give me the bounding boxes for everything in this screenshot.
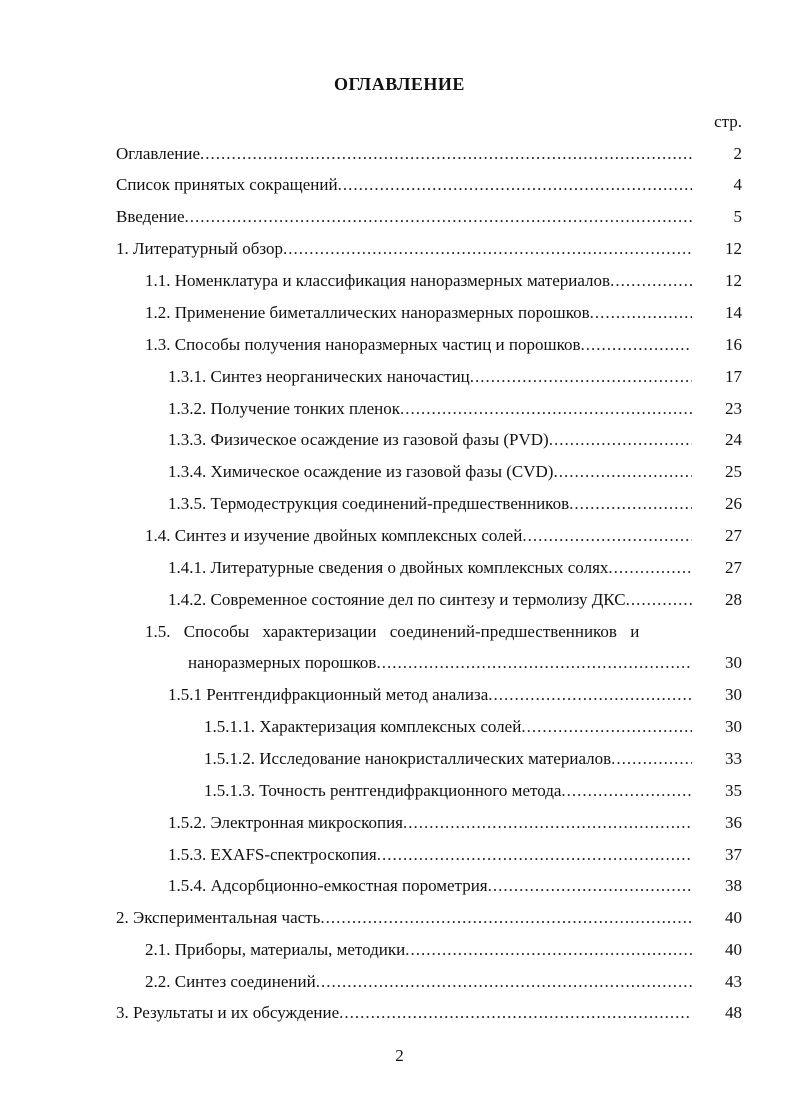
toc-entry-title: 1.4. Синтез и изучение двойных комплексных солей .....: [145, 525, 692, 547]
toc-entry-title: 1. Литературный обзор .....: [116, 238, 692, 260]
toc-entry[interactable]: [116, 238, 742, 260]
page-title: ОГЛАВЛЕНИЕ: [334, 74, 465, 94]
toc-entry-page: 40: [725, 908, 742, 927]
toc-entry-page: 12: [725, 239, 742, 258]
toc-entry-page: 48: [725, 1003, 742, 1022]
toc-entry[interactable]: [116, 1002, 742, 1024]
toc-entry[interactable]: [168, 684, 742, 706]
toc-entry-title: 1.3.3. Физическое осаждение из газовой фазы (PVD) .....: [168, 429, 692, 451]
toc-entry-title: 2.2. Синтез соединений .....: [145, 971, 692, 993]
toc-entry-title: 1.4.2. Современное состояние дел по синтезу и термолизу ДКС .....: [168, 589, 692, 611]
toc-entry-title: 1.5.4. Адсорбционно-емкостная порометрия .....: [168, 875, 692, 897]
toc-entry-page: 12: [725, 271, 742, 290]
page-column-label: стр.: [714, 112, 742, 131]
toc-entry-page: 27: [725, 558, 742, 577]
toc-entry[interactable]: [168, 557, 742, 579]
toc-entry[interactable]: [168, 461, 742, 483]
toc-entry-title: 1.3.4. Химическое осаждение из газовой фазы (CVD) .....: [168, 461, 692, 483]
toc-entry-title: наноразмерных порошков .....: [188, 652, 692, 674]
toc-entry[interactable]: [116, 907, 742, 929]
toc-entry-page: 35: [725, 781, 742, 800]
toc-entry[interactable]: [204, 748, 742, 770]
toc-entry-title: 1.5.2. Электронная микроскопия .....: [168, 812, 692, 834]
toc-entry-page: 4: [733, 175, 742, 194]
toc-entry[interactable]: [145, 971, 742, 993]
toc-entry[interactable]: [168, 844, 742, 866]
toc-entry[interactable]: [116, 174, 742, 196]
toc-entry[interactable]: [168, 875, 742, 897]
toc-entry-page: 40: [725, 940, 742, 959]
toc-entry-page: 5: [733, 207, 742, 226]
toc-entry[interactable]: [145, 525, 742, 547]
toc-entry[interactable]: [168, 429, 742, 451]
toc-entry-title: Оглавление .....: [116, 143, 692, 165]
toc-entry-page: 24: [725, 430, 742, 449]
toc-entry[interactable]: [168, 493, 742, 515]
toc-entry-title: 1.5.1.3. Точность рентгендифракционного метода .....: [204, 780, 692, 802]
toc-entry-title: 1.2. Применение биметаллических наноразмерных порошков .....: [145, 302, 692, 324]
toc-entry-title: 1.5.1.2. Исследование нанокристаллических материалов .....: [204, 748, 692, 770]
toc-entry-title: 2.1. Приборы, материалы, методики .....: [145, 939, 692, 961]
toc-entry[interactable]: [204, 716, 742, 738]
toc-entry[interactable]: [145, 270, 742, 292]
toc-entry-title: 1.3.5. Термодеструкция соединений-предшественников .....: [168, 493, 692, 515]
toc-entry[interactable]: [168, 398, 742, 420]
toc-entry[interactable]: [145, 939, 742, 961]
toc-entry-wrapped-first-line[interactable]: 1.5. Способы характеризации соединений-предшественников и: [145, 622, 640, 641]
toc-entry-title: 1.3.2. Получение тонких пленок .....: [168, 398, 692, 420]
toc-entry-title: Список принятых сокращений .....: [116, 174, 692, 196]
toc-entry-page: 30: [725, 717, 742, 736]
toc-entry-page: 16: [725, 335, 742, 354]
toc-entry[interactable]: [145, 334, 742, 356]
toc-entry-title: 1.3.1. Синтез неорганических наночастиц .....: [168, 366, 692, 388]
toc-entry[interactable]: [204, 780, 742, 802]
toc-entry-page: 17: [725, 367, 742, 386]
toc-entry-title: 1.3. Способы получения наноразмерных частиц и порошков .....: [145, 334, 692, 356]
toc-entry-page: 43: [725, 972, 742, 991]
toc-entry-page: 26: [725, 494, 742, 513]
toc-entry-page: 30: [725, 653, 742, 672]
toc-entry[interactable]: [168, 366, 742, 388]
toc-entry[interactable]: [188, 652, 742, 674]
toc-entry-page: 25: [725, 462, 742, 481]
toc-entry-page: 37: [725, 845, 742, 864]
toc-entry-page: 14: [725, 303, 742, 322]
toc-entry-title: 1.5.1.1. Характеризация комплексных солей .....: [204, 716, 692, 738]
toc-entry-page: 33: [725, 749, 742, 768]
toc-entry[interactable]: [145, 302, 742, 324]
toc-entry-page: 2: [733, 144, 742, 163]
toc-entry-title: Введение .....: [116, 206, 692, 228]
toc-entry-page: 27: [725, 526, 742, 545]
toc-entry[interactable]: [168, 589, 742, 611]
footer-page-number: 2: [395, 1046, 404, 1065]
toc-entry-page: 23: [725, 399, 742, 418]
toc-entry[interactable]: [168, 812, 742, 834]
toc-entry-page: 38: [725, 876, 742, 895]
toc-entry-title: 1.5.3. EXAFS-спектроскопия .....: [168, 844, 692, 866]
toc-entry-title: 1.5.1 Рентгендифракционный метод анализа .....: [168, 684, 692, 706]
toc-entry-page: 28: [725, 590, 742, 609]
toc-entry[interactable]: [116, 206, 742, 228]
toc-entry-page: 36: [725, 813, 742, 832]
toc-entry-title: 3. Результаты и их обсуждение .....: [116, 1002, 692, 1024]
toc-entry-title: 2. Экспериментальная часть .....: [116, 907, 692, 929]
toc-entry-page: 30: [725, 685, 742, 704]
toc-entry-title: 1.4.1. Литературные сведения о двойных комплексных солях .....: [168, 557, 692, 579]
toc-entry-title: 1.1. Номенклатура и классификация наноразмерных материалов .....: [145, 270, 692, 292]
toc-entry[interactable]: [116, 143, 742, 165]
